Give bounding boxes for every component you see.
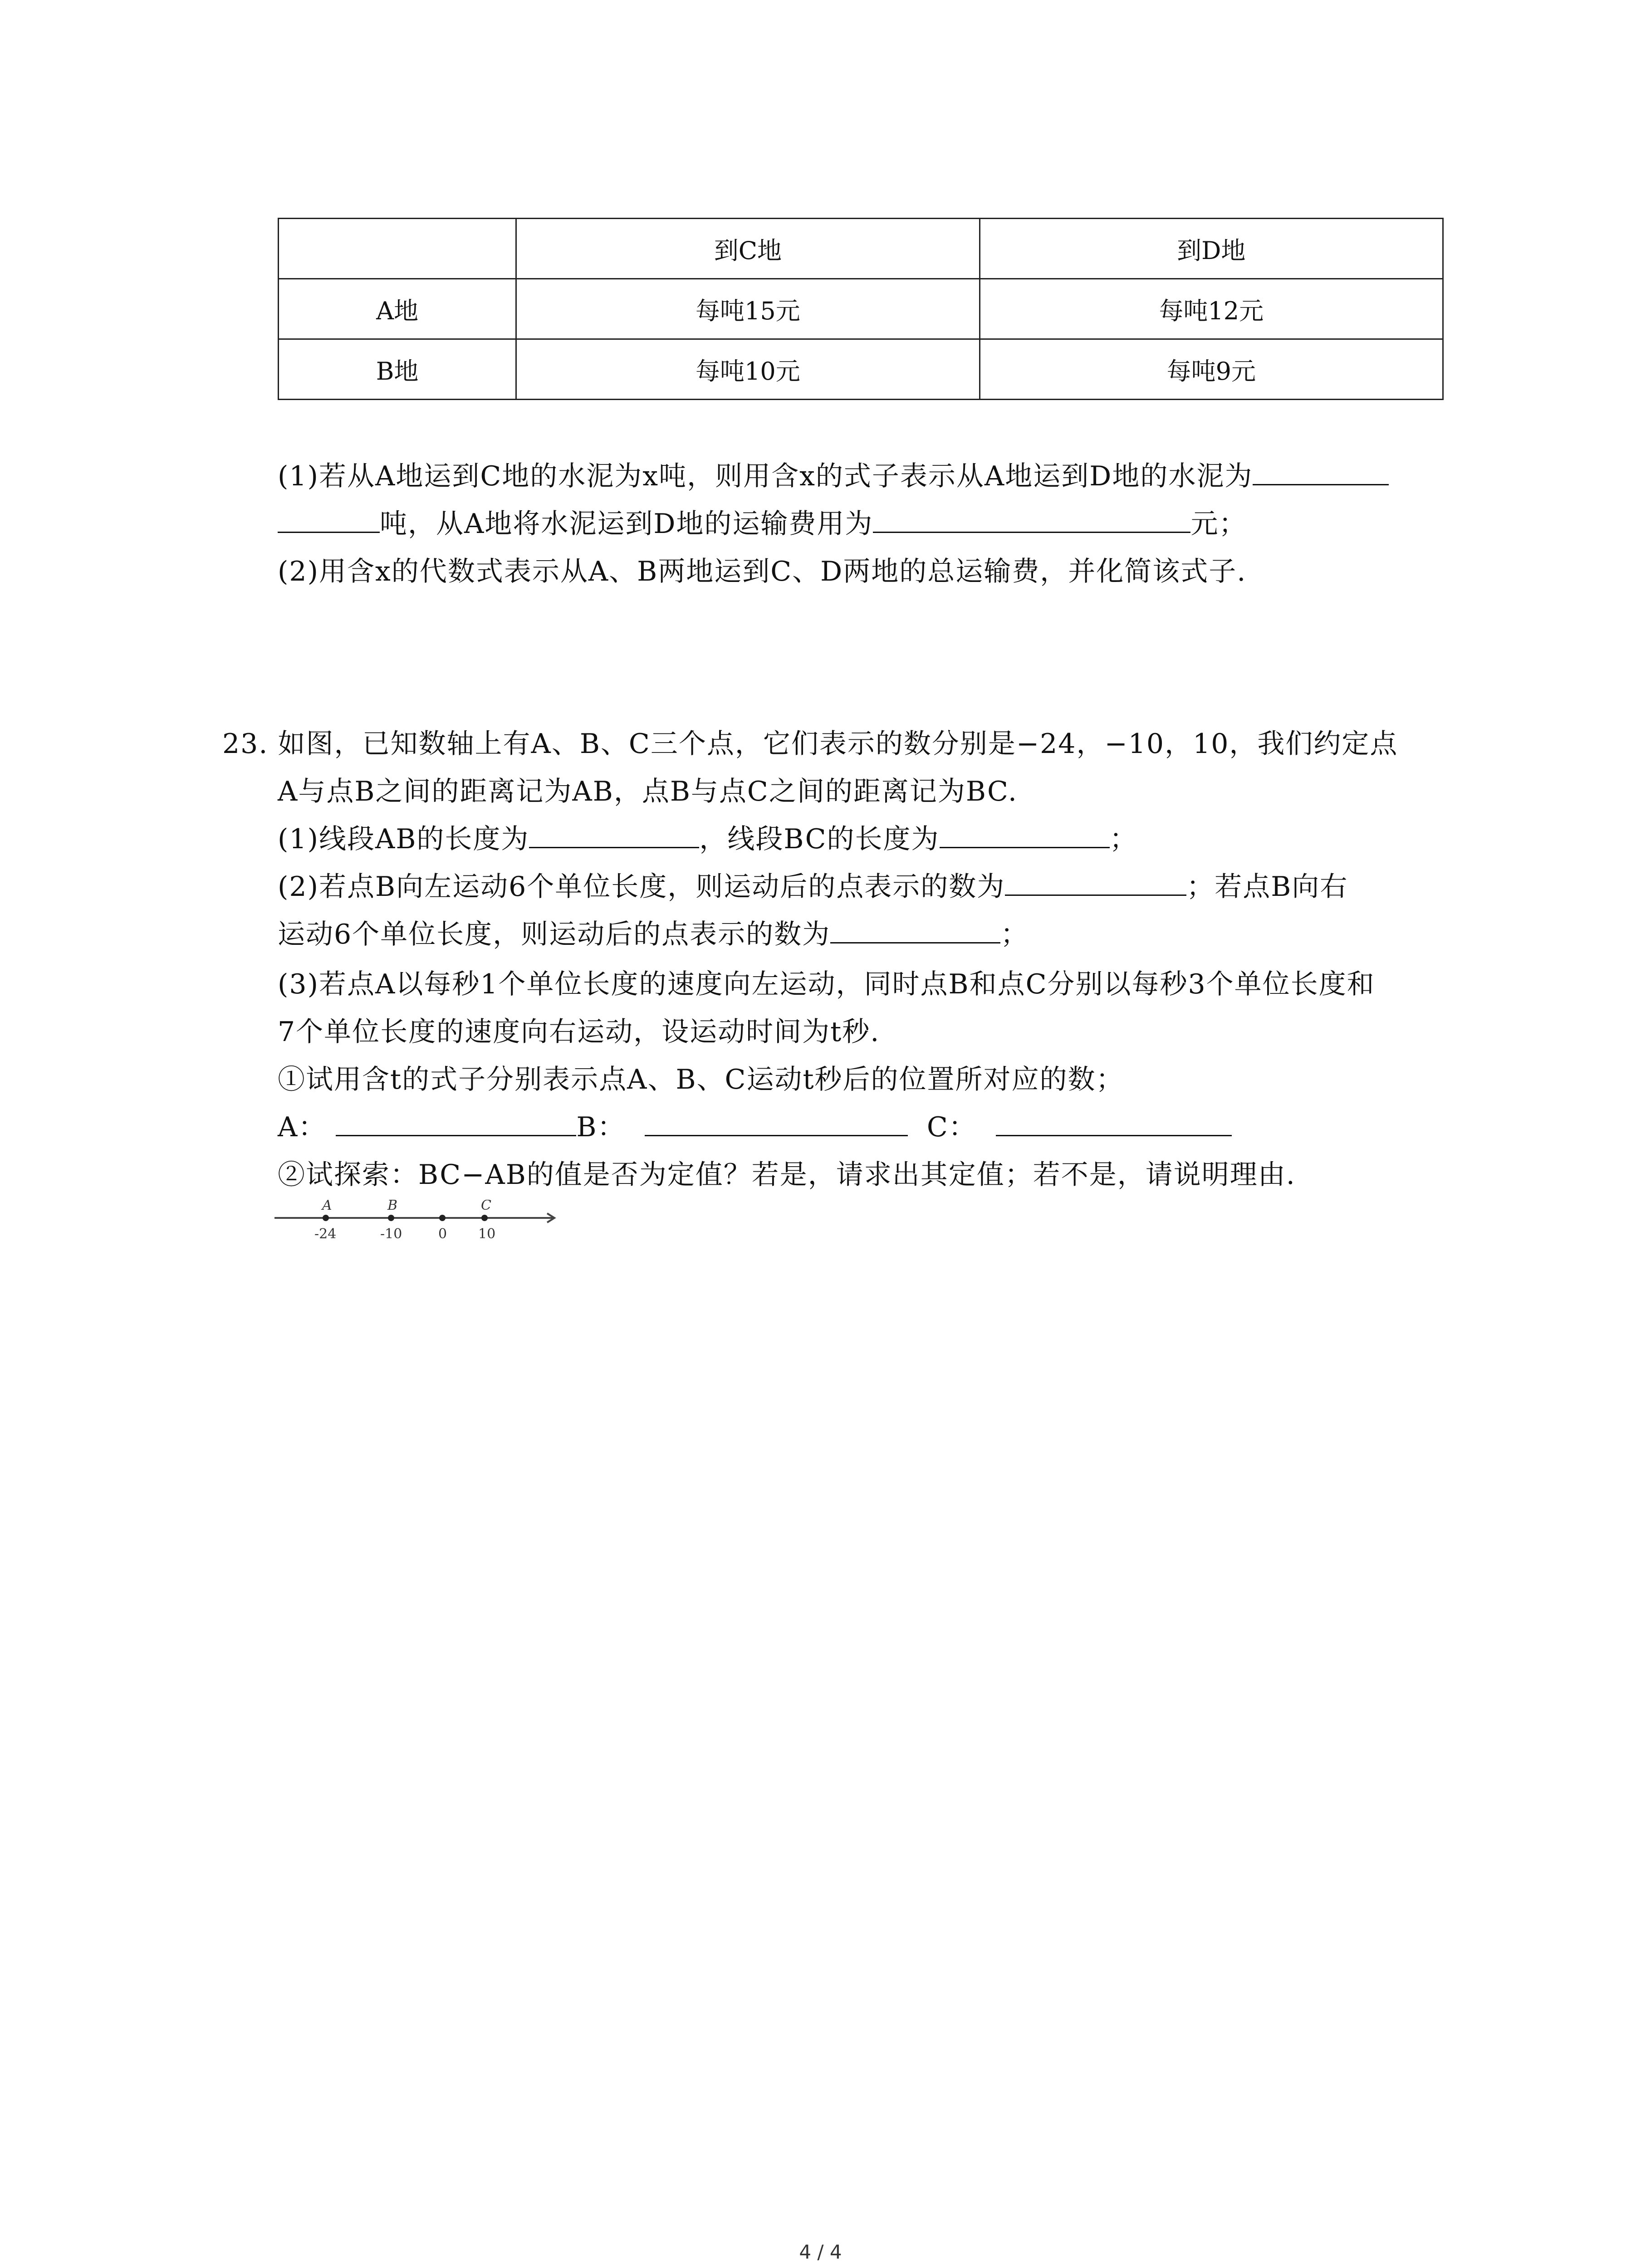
q23-text: (1)线段AB的长度为 [278,823,529,855]
answer-blank[interactable] [529,819,699,848]
q23-text: 如图，已知数轴上有A、B、C三个点，它们表示的数分别是−24，−10，10，我们约定点 [278,728,1398,760]
answer-label-a: A： [278,1111,327,1143]
answer-blank[interactable] [1005,866,1186,896]
q23-sub1: ①试用含t的式子分别表示点A、B、C运动t秒后的位置所对应的数； [278,1064,1124,1095]
table-cell: 到D地 [980,219,1443,279]
q22-part1-line1 [278,456,1389,497]
table-cell: 每吨9元 [980,339,1443,400]
answer-blank[interactable] [278,503,380,533]
q23-text: ；若点B向右 [1186,871,1348,903]
page-number: 4 / 4 [799,2241,842,2263]
q23-text: ； [1109,823,1138,855]
q23-part1 [278,819,1138,860]
answer-blank[interactable] [1253,456,1389,485]
point-b-dot [388,1215,394,1221]
table-cell: 到C地 [516,219,980,279]
table-cell: 每吨10元 [516,339,980,400]
q22-part1-text: 元； [1190,508,1247,540]
table-row [279,279,1443,339]
q23-part2-line2 [278,914,1029,955]
point-b-label: B [387,1200,398,1213]
table-cell: 每吨15元 [516,279,980,339]
q23-line2: A与点B之间的距离记为AB，点B与点C之间的距离记为BC. [278,776,1018,807]
answer-blank[interactable] [940,819,1110,848]
cost-table [278,218,1444,400]
table-cell: A地 [279,279,516,339]
table-header-row [279,219,1443,279]
answer-label-b: B： [576,1111,626,1143]
table-row [279,339,1443,400]
point-c-label: C [481,1200,491,1213]
point-a-label: A [322,1200,332,1213]
tick-label: -10 [380,1226,402,1242]
tick-label: 0 [438,1226,447,1242]
q23-answer-row [278,1107,1232,1148]
tick-label: 10 [478,1226,496,1242]
q23-part3-line1: (3)若点A以每秒1个单位长度的速度向左运动，同时点B和点C分别以每秒3个单位长度和 [278,968,1375,1000]
answer-blank-c[interactable] [996,1107,1232,1136]
q22-part2: (2)用含x的代数式表示从A、B两地运到C、D两地的总运输费，并化简该式子. [278,556,1247,587]
q23-text: (2)若点B向左运动6个单位长度，则运动后的点表示的数为 [278,871,1005,903]
point-a-dot [323,1215,329,1221]
q23-text: ，线段BC的长度为 [699,823,940,855]
q23-part3-line2: 7个单位长度的速度向右运动，设运动时间为t秒. [278,1016,880,1048]
q23-text: ； [1000,919,1029,950]
question-number: 23. [222,728,269,760]
q23-line1 [222,723,1398,764]
q23-sub2: ②试探索：BC−AB的值是否为定值？若是，请求出其定值；若不是，请说明理由. [278,1159,1296,1191]
answer-blank-b[interactable] [645,1107,908,1136]
table-cell [279,219,516,279]
table-cell: B地 [279,339,516,400]
number-line-figure [272,1200,563,1254]
q22-part1-line2 [278,503,1247,544]
q23-part2-line1 [278,866,1348,907]
answer-blank-a[interactable] [336,1107,576,1136]
q22-part1-text: 吨，从A地将水泥运到D地的运输费用为 [380,508,873,540]
answer-blank[interactable] [873,503,1190,533]
q22-part1-text: (1)若从A地运到C地的水泥为x吨，则用含x的式子表示从A地运到D地的水泥为 [278,460,1253,492]
q23-text: 运动6个单位长度，则运动后的点表示的数为 [278,919,831,950]
answer-label-c: C： [926,1111,977,1143]
table-cell: 每吨12元 [980,279,1443,339]
tick-label: -24 [314,1226,337,1242]
answer-blank[interactable] [830,914,1000,943]
origin-dot [439,1215,446,1221]
point-c-dot [481,1215,488,1221]
